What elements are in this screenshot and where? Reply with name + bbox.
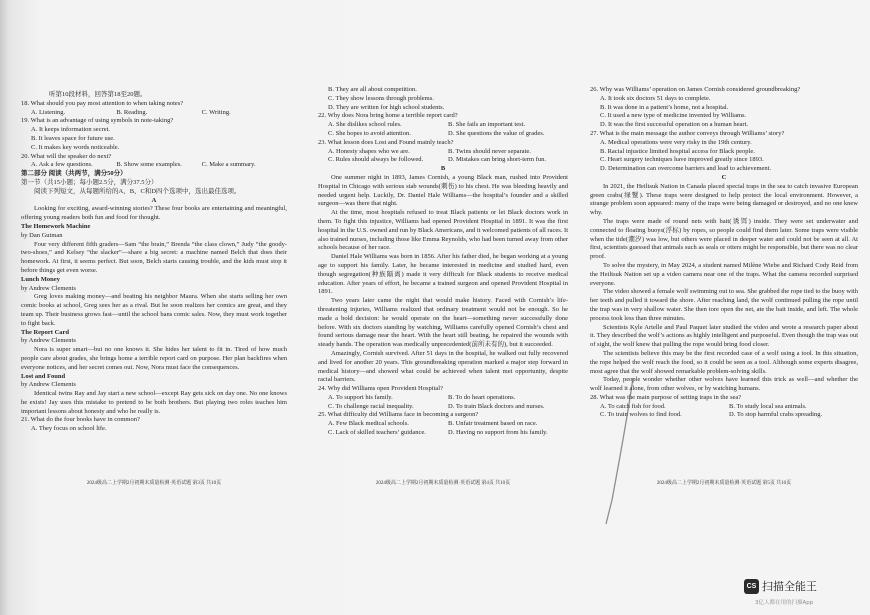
option-c: C. Writing. [201, 108, 231, 116]
answer-options [318, 420, 568, 438]
option-d: D. To train Black doctors and nurses. [448, 402, 545, 410]
question-27 [590, 130, 858, 174]
option-c: C. To train wolves to find food. [600, 411, 682, 419]
part-title: 第二部分 阅读（共两节，满分50分） [21, 170, 127, 178]
option-b: B. To do heart operations. [448, 393, 516, 401]
question-stem: 25. What difficulty did Williams face in becoming a surgeon? [318, 411, 479, 419]
question-28 [590, 394, 858, 420]
scanner-app-name: 扫描全能王 [762, 580, 817, 593]
book-summary: Greg loves making money—and beating his neighbor Maura. When she starts selling her own comic books at school, Greg sees her as a rival. But he soon realizes her comics are great, and they team up. Their business grows fast—until the school bans comic sales. Now, they must work together to fight back. [21, 293, 287, 327]
question-stem: 18. What should you pay most attention to when taking notes? [21, 99, 184, 107]
page-footer: 2024级高二上学期2月初期末质量检测·英语试题 第5页 共10页 [656, 481, 792, 486]
passage-b-paragraph: At the time, most hospitals refused to treat Black patients or let Black doctors work in them. To fight this injustice, Williams had opened Provident Hospital in 1891. It was the first hospital in the U.S. owned and run by Black Americans, and it welcomed patients of all races. It also trained nurses, including those like Emma Reynolds, who had been turned away from other schools because of her race. [318, 209, 569, 252]
option-b: B. To study local sea animals. [729, 402, 807, 410]
page-4-column [318, 86, 568, 438]
option-d: D. It was the first successful operation on a human heart. [600, 121, 749, 129]
passage-label: B [440, 165, 446, 173]
book-entry [21, 373, 287, 417]
scanner-app-tagline: 3亿人都在用的扫描App [755, 600, 814, 606]
option-c: C. It makes key words noticeable. [31, 143, 120, 151]
passage-c-paragraph: In 2021, the Heiltsuk Nation in Canada placed special traps in the sea to catch invasive European green crabs(绿蟹). These traps were designed to help protect the local environment. However, a strange problem soon appeared: many of the traps were being damaged or destroyed, and no one knew why. [590, 182, 858, 217]
answer-options [318, 394, 568, 412]
answer-options [318, 121, 568, 139]
book-author: by Andrew Clements [21, 381, 76, 389]
option-d: D. Having no support from his family. [448, 429, 548, 437]
option-a: A. To catch fish for food. [600, 402, 666, 410]
book-author: by Dan Gutman [21, 231, 63, 239]
answer-options [21, 161, 287, 170]
passage-c-paragraph: The traps were made of round nets with bait(诱饵) inside. They were set underwater and connected to floating buoys(浮标) by ropes, so people could find them later. Some traps were visible when the tide(潮汐) was low, but others were placed in deeper water and could not be seen at all. At first, scientists guessed that animals such as seals or otters might be responsible, but there was no clear proof. [590, 217, 858, 261]
book-entry [21, 223, 287, 276]
question-stem: 21. What do the four books have in common? [21, 416, 140, 424]
question-stem: 27. What is the main message the author conveys through Williams’ story? [590, 129, 785, 137]
page-footer: 2024级高二上学期2月初期末质量检测·英语试题 第4页 共10页 [375, 481, 511, 486]
question-stem: 23. What lesson does Lost and Found mainly teach? [318, 138, 454, 146]
passage-c-paragraph: Scientists Kyle Artelle and Paul Paquet later studied the video and wrote a research paper about it. They described the wolf’s actions as highly intelligent and purposeful. Even though the trap was out of sight, the wolf knew that pulling the rope would bring food closer. [590, 323, 858, 349]
question-stem: 26. Why was Williams’ operation on James Cornish considered groundbreaking? [590, 86, 801, 93]
question-23 [318, 139, 568, 165]
listening-note: 听第10段材料，回答第18至20题。 [49, 91, 147, 98]
passage-b-paragraph: One summer night in 1893, James Cornish, a young Black man, rushed into Provident Hospital in Chicago with serious stab wounds(刺伤) to his chest. He was bleeding heavily and needed urgent help. Luckily, Dr. Daniel Hale Williams—the hospital’s founder and a skilled surgeon—was there that night. [318, 173, 568, 208]
book-author: by Andrew Clements [21, 284, 76, 292]
book-title: Lunch Money [21, 275, 60, 283]
book-entry [21, 276, 287, 329]
question-25 [318, 411, 568, 437]
answer-options [590, 403, 858, 421]
book-summary: Four very different fifth graders—Sam “the brain,” Brenda “the class clown,” Judy “the goody-two-shoes,” and Kelsey “the slacker”—share a big secret: a machine named Belch that does their homework. At first, it seems perfect. But soon, Belch starts causing trouble, and the kids must stop it before things get even worse. [21, 240, 287, 274]
passage-b-paragraph: Two years later came the night that would make history. Faced with Cornish’s life-threatening injuries, Williams realized that ordinary treatment would not be enough. So he made a bold decision: he would operate on the heart—something never successfully done before. With six doctors standing by watching, Williams carefully opened Cornish’s chest and found serious damage near the heart. With the heart still beating, he repaired the wounds with steady hands. The operation was medically unprecedented(前所未有的), but it succeeded. [318, 297, 568, 349]
question-22 [318, 112, 568, 138]
option-a: A. Few Black medical schools. [328, 420, 409, 428]
passage-c-paragraph: The video showed a female wolf swimming out to sea. She grabbed the rope tied to the buoy with her teeth and pulled it toward the shore. After reaching land, the wolf continued pulling the rope until the trap was in very shallow water. She then tore open the net, ate the bait inside, and left. The whole process took less than three minutes. [590, 288, 858, 322]
option-a: A. Medical operations were very risky in the 19th century. [600, 138, 752, 146]
question-24 [318, 385, 568, 411]
answer-options [318, 148, 568, 166]
book-title: Lost and Found [21, 372, 66, 380]
book-summary: Nora is super smart—but no one knows it. She hides her talent to fit in. Tired of how much people care about grades, she brings home a terrible report card on purpose. Her plan backfires when everyone notices, and her secret comes out. Now, Nora must face the consequences. [21, 346, 287, 371]
passage-label: C [721, 173, 727, 181]
question-stem: 20. What will the speaker do next? [21, 152, 112, 160]
option-d: D. They are written for high school students. [328, 103, 445, 111]
section-directions: 阅读下列短文，从每题所给的A、B、C和D四个选项中，选出最佳选项。 [34, 187, 241, 195]
question-stem: 24. Why did Williams open Provident Hospital? [318, 385, 443, 393]
question-stem: 19. What is an advantage of using symbols in note-taking? [21, 117, 174, 125]
passage-c-paragraph: Today, people wonder whether other wolves have learned this trick as well—and whether the wolf learned it alone, from other wolves, or by watching humans. [590, 376, 858, 393]
passage-c-paragraph: To solve the mystery, in May 2024, a student named Milène Wiebe and Richard Cody Reid from the Heiltsuk Nation set up a video camera near one of the traps. What the camera recorded surprised everyone. [590, 261, 858, 287]
question-18 [21, 100, 287, 118]
passage-b-paragraph: Daniel Hale Williams was born in 1856. After his father died, he began working at a young age to support his family. Later, he became interested in medicine and studied hard, even though segregation(种族隔离) made it very difficult for Black students to receive medical education. After years of effort, he became a trained surgeon and opened Provident Hospital in 1891. [318, 253, 568, 296]
option-b: B. It leaves space for future use. [31, 134, 115, 142]
page-3-column [21, 91, 287, 434]
option-a: A. It keeps information secret. [31, 126, 111, 134]
option-c: C. It used a new type of medicine invented by Williams. [600, 112, 747, 120]
camscanner-logo-icon: CS [744, 579, 759, 594]
option-b: B. They are all about competition. [328, 86, 417, 93]
option-c: C. She hopes to avoid attention. [328, 129, 411, 137]
question-21 [21, 416, 287, 434]
answer-options [21, 109, 287, 118]
option-d: D. She questions the value of grades. [448, 129, 545, 137]
book-author: by Andrew Clements [21, 337, 76, 345]
question-20 [21, 153, 287, 171]
question-26 [590, 86, 858, 130]
option-c: C. Lack of skilled teachers’ guidance. [328, 429, 426, 437]
option-a: A. Honesty shapes who we are. [328, 147, 410, 155]
page-5-column [590, 86, 858, 420]
option-a: A. It took six doctors 51 days to complete. [600, 94, 711, 102]
option-d: D. Determination can overcome barriers and lead to achievement. [600, 165, 772, 173]
page-footer: 2024级高二上学期2月初期末质量检测·英语试题 第3页 共10页 [86, 481, 222, 486]
book-title: The Report Card [21, 328, 70, 336]
option-b: B. It was done in a patient’s home, not a hospital. [600, 103, 729, 111]
passage-c-paragraph: The scientists believe this may be the first recorded case of a wolf using a tool. In this situation, the rope helped the wolf reach the food, so it could be seen as a tool. Although some experts disagree, most agree that the wolf showed remarkable problem-solving skills. [590, 349, 858, 375]
option-c: C. They show lessons through problems. [328, 94, 434, 102]
option-a: A. Ask a few questions. [31, 161, 93, 169]
passage-a-intro: Looking for exciting, award-winning stories? These four books are entertaining and meaningful, offering young readers both fun and food for thought. [21, 205, 287, 222]
option-c: C. Rules should always be followed. [328, 156, 424, 164]
passage-b-paragraph: Amazingly, Cornish survived. After 51 days in the hospital, he walked out fully recovered and lived for another 20 years. This groundbreaking operation marked a major step forward in medical history—and showed what could be achieved when talent met opportunity, despite racial barriers. [318, 349, 568, 384]
book-title: The Homework Machine [21, 222, 91, 230]
option-a: A. She dislikes school rules. [328, 121, 402, 129]
book-entry [21, 329, 287, 373]
question-stem: 22. Why does Nora bring home a terrible report card? [318, 112, 458, 120]
option-b: B. Reading. [116, 108, 148, 116]
option-c: C. To challenge racial inequality. [328, 402, 414, 410]
option-a: A. They focus on school life. [31, 425, 107, 433]
question-19 [21, 117, 287, 152]
book-summary: Identical twins Ray and Jay start a new school—except Ray gets sick on day one. No one knows he exists! Jay uses this mistake to pretend to be both brothers. But playing two roles teaches him important lessons about honesty and who he really is. [21, 390, 287, 415]
question-21-continued [318, 86, 568, 112]
option-c: C. Make a summary. [201, 161, 256, 169]
option-a: A. To support his family. [328, 393, 393, 401]
section-title: 第一节（共15小题；每小题2.5分，满分37.5分） [21, 178, 158, 186]
option-b: B. Twins should never separate. [448, 147, 531, 155]
question-stem: 28. What was the main purpose of setting traps in the sea? [590, 393, 742, 401]
passage-label: A [151, 196, 157, 204]
option-b: B. Racial injustice limited hospital access for Black people. [600, 147, 755, 155]
option-b: B. Show some examples. [116, 161, 182, 169]
option-c: C. Heart surgery techniques have improved greatly since 1893. [600, 156, 764, 164]
option-b: B. She fails an important test. [448, 121, 526, 129]
option-b: B. Unfair treatment based on race. [448, 420, 538, 428]
option-d: D. To stop harmful crabs spreading. [729, 411, 823, 419]
option-d: D. Mistakes can bring short-term fun. [448, 156, 547, 164]
option-a: A. Listening. [31, 108, 66, 116]
